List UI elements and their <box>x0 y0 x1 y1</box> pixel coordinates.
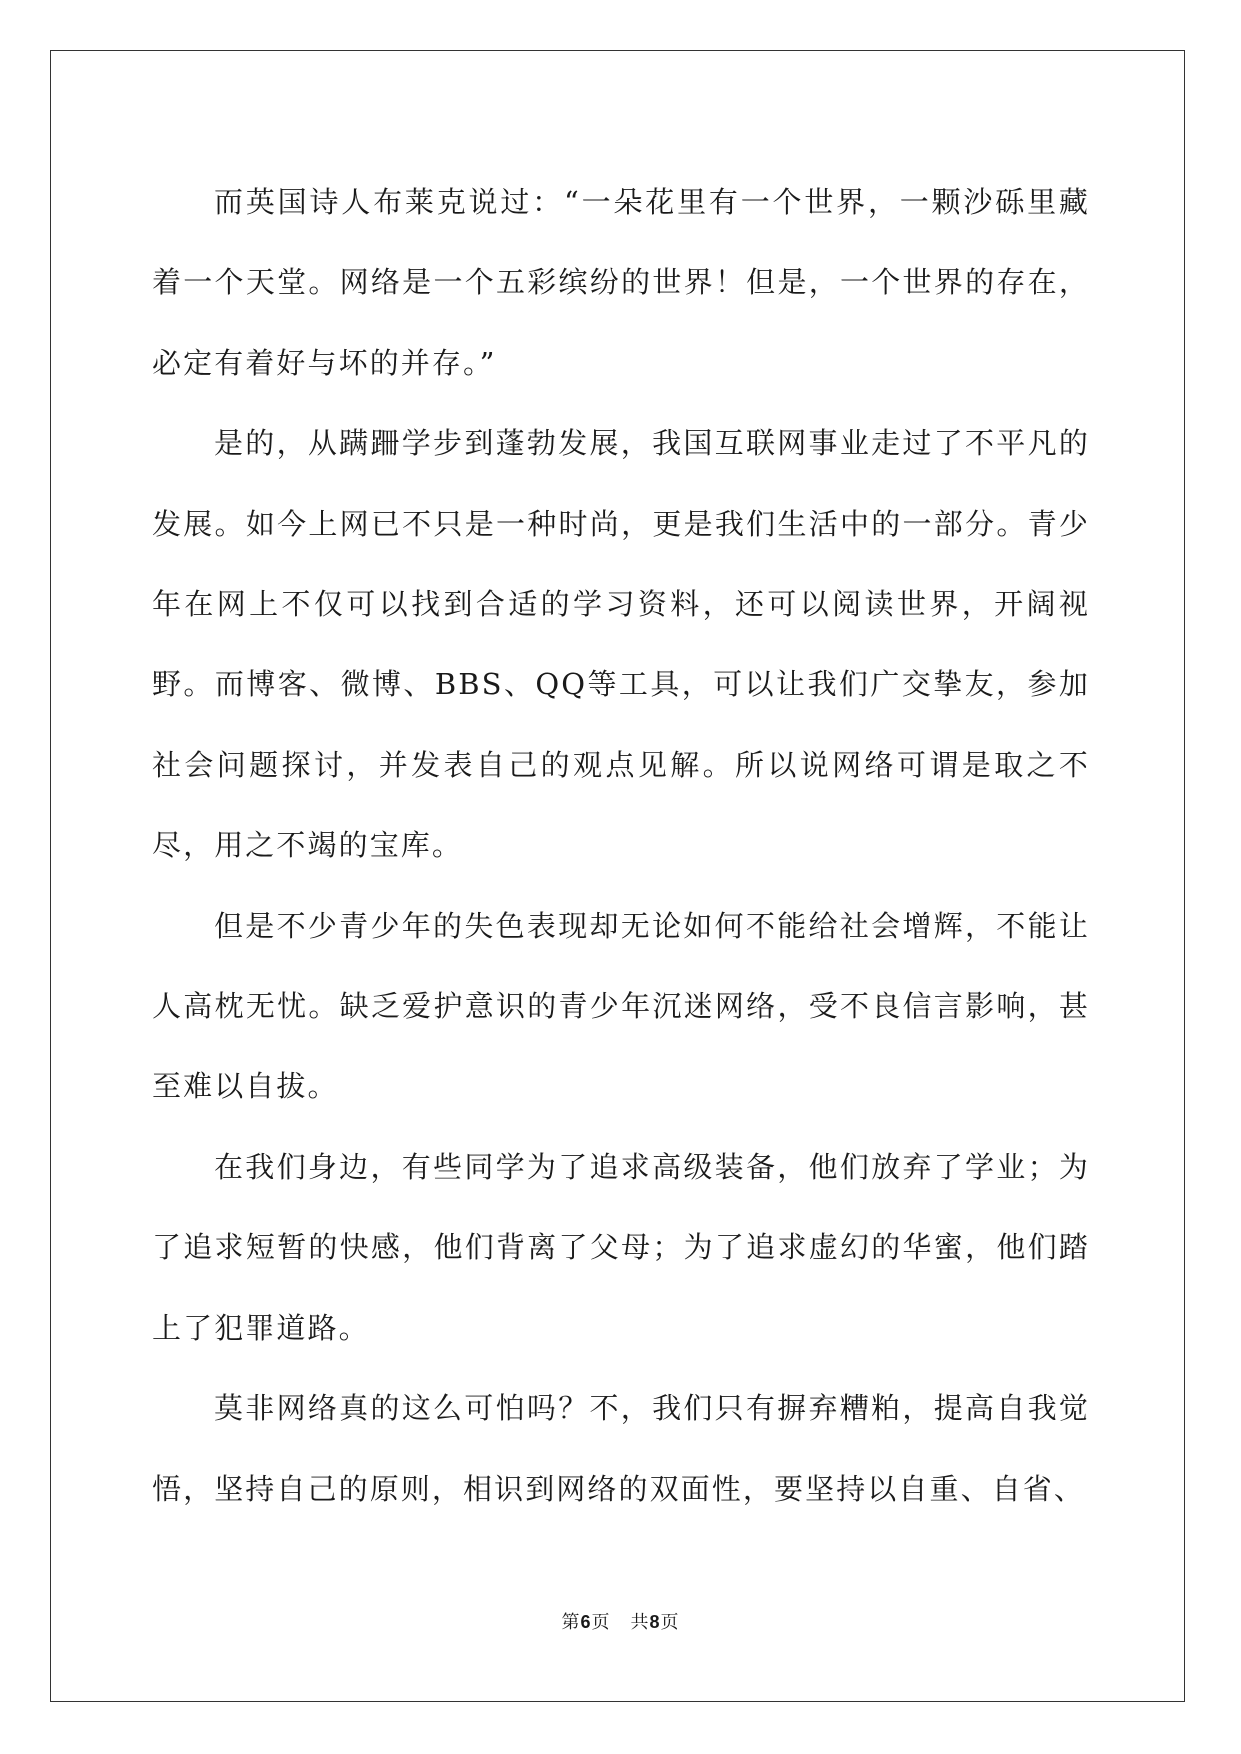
paragraph-5: 莫非网络真的这么可怕吗？不，我们只有摒弃糟粕，提高自我觉悟，坚持自己的原则，相识到网络的双面性，要坚持以自重、自省、 <box>152 1391 1090 1506</box>
page-prefix: 第 <box>561 1612 581 1633</box>
page-number: 6 <box>580 1612 592 1632</box>
page-suffix: 页 <box>591 1612 611 1633</box>
total-prefix: 共 <box>630 1612 650 1633</box>
document-body <box>152 162 1090 1529</box>
total-pages: 8 <box>649 1612 661 1632</box>
page-footer <box>0 1608 1241 1634</box>
paragraph-2: 是的，从蹒跚学步到蓬勃发展，我国互联网事业走过了不平凡的发展。如今上网已不只是一种时尚，更是我们生活中的一部分。青少年在网上不仅可以找到合适的学习资料，还可以阅读世界，开阔视野。而博客、微博、BBS、QQ等工具，可以让我们广交挚友，参加社会问题探讨，并发表自己的观点见解。所以说网络可谓是取之不尽，用之不竭的宝库。 <box>152 426 1090 863</box>
paragraph-4: 在我们身边，有些同学为了追求高级装备，他们放弃了学业；为了追求短暂的快感，他们背离了父母；为了追求虚幻的华蜜，他们踏上了犯罪道路。 <box>152 1149 1090 1345</box>
paragraph-1: 而英国诗人布莱克说过：“一朵花里有一个世界，一颗沙砾里藏着一个天堂。网络是一个五彩缤纷的世界！但是，一个世界的存在，必定有着好与坏的并存。” <box>152 185 1090 380</box>
total-suffix: 页 <box>660 1612 680 1633</box>
paragraph-3: 但是不少青少年的失色表现却无论如何不能给社会增辉，不能让人高枕无忧。缺乏爱护意识的青少年沉迷网络，受不良信言影响，甚至难以自拔。 <box>152 908 1090 1104</box>
